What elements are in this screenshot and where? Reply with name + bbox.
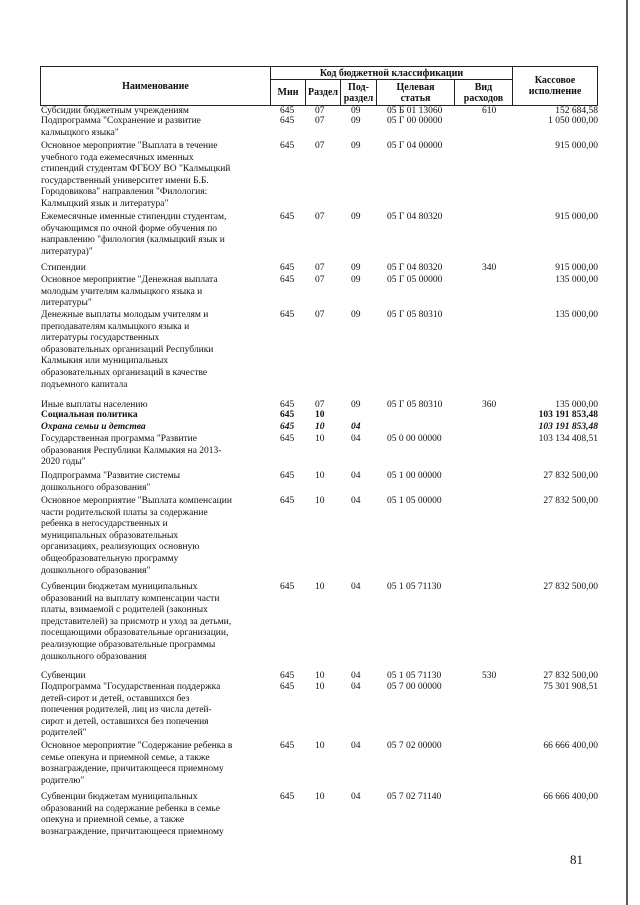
row-podrazdel: 04 (351, 671, 361, 681)
row-tselevaya: 05 Г 04 80320 (387, 212, 443, 222)
row-amount: 27 832 500,00 (543, 496, 598, 506)
row-tselevaya: 05 1 05 00000 (387, 496, 442, 506)
row-razdel: 07 (315, 116, 325, 126)
row-razdel: 07 (315, 141, 325, 151)
row-podrazdel: 04 (351, 741, 361, 751)
row-name: Денежные выплаты молодым учителям и преподавателям калмыцкого языка и литературы государственных образовательных организаций Республики Калмыкия или муниципальных образовательных организаций в качестве подъемного капитала (41, 310, 214, 390)
row-amount: 152 684,58 (555, 106, 598, 116)
row-tselevaya: 05 1 00 00000 (387, 471, 442, 481)
row-tselevaya: 05 Г 05 80310 (387, 400, 443, 410)
row-podrazdel: 09 (351, 400, 361, 410)
row-amount: 915 000,00 (555, 141, 598, 151)
row-min: 645 (280, 116, 295, 126)
header-name (40, 66, 271, 106)
row-tselevaya: 05 0 00 00000 (387, 434, 442, 444)
row-vid: 610 (482, 106, 497, 116)
row-podrazdel: 04 (351, 422, 361, 432)
header-razdel (305, 79, 341, 106)
row-name: Субсидии бюджетным учреждениям (41, 106, 189, 116)
row-tselevaya: 05 1 05 71130 (387, 582, 442, 592)
row-amount: 915 000,00 (555, 263, 598, 273)
header-tselevaya-label: Целевая статья (396, 81, 435, 104)
row-name: Основное мероприятие "Выплата в течение учебного года ежемесячных именных стипендий студентам ФГБОУ ВО "Калмыцкий государственный университет имени Б.Б. Городовикова" направления "Филология: Калмыцкий язык и литература" (41, 141, 231, 209)
row-razdel: 10 (315, 434, 325, 444)
row-amount: 103 191 853,48 (538, 422, 598, 432)
header-kassovoe (512, 66, 598, 106)
page-number: 81 (570, 852, 583, 867)
row-podrazdel: 04 (351, 682, 361, 692)
header-vid-label: Вид расходов (463, 81, 504, 104)
row-min: 645 (280, 263, 295, 273)
row-name: Основное мероприятие "Содержание ребенка в семье опекуна и приемной семье, а также вознаграждение, причитающееся приемному родителю" (41, 741, 233, 786)
row-amount: 103 191 853,48 (538, 410, 598, 420)
row-podrazdel: 09 (351, 310, 361, 320)
row-podrazdel: 09 (351, 106, 361, 116)
header-min (270, 79, 306, 106)
row-tselevaya: 05 7 02 00000 (387, 741, 442, 751)
row-amount: 1 050 000,00 (548, 116, 598, 126)
header-kassovoe-label: Кассовое исполнение (528, 75, 582, 97)
table-header (40, 66, 598, 106)
row-amount: 66 666 400,00 (543, 792, 598, 802)
row-podrazdel: 04 (351, 582, 361, 592)
row-amount: 27 832 500,00 (543, 582, 598, 592)
row-amount: 103 134 408,51 (538, 434, 598, 444)
row-tselevaya: 05 1 05 71130 (387, 671, 442, 681)
row-tselevaya: 05 7 00 00000 (387, 682, 442, 692)
row-vid: 360 (482, 400, 497, 410)
row-podrazdel: 04 (351, 434, 361, 444)
row-razdel: 10 (315, 792, 325, 802)
row-name: Субвенции бюджетам муниципальных образований на содержание ребенка в семье опекуна и приемной семье, а также вознаграждение, причитающееся приемному (41, 792, 224, 837)
header-razdel-label: Раздел (307, 87, 339, 98)
header-vid (454, 79, 513, 106)
row-amount: 27 832 500,00 (543, 671, 598, 681)
row-tselevaya: 05 Г 00 00000 (387, 116, 443, 126)
row-razdel: 10 (315, 682, 325, 692)
row-razdel: 10 (315, 582, 325, 592)
header-code-group (270, 66, 513, 80)
row-razdel: 07 (315, 275, 325, 285)
row-name: Социальная политика (41, 410, 138, 420)
row-name: Государственная программа "Развитие образования Республики Калмыкия на 2013- 2020 годы" (41, 434, 222, 468)
row-name: Основное мероприятие "Денежная выплата молодым учителям калмыцкого языка и литературы" (41, 275, 218, 309)
row-razdel: 10 (315, 741, 325, 751)
row-min: 645 (280, 410, 295, 420)
row-min: 645 (280, 275, 295, 285)
row-name: Основное мероприятие "Выплата компенсации части родительской платы за содержание ребенка в негосударственных и муниципальных образовательных организациях, реализующих основную общеобразовательную программу дошкольного образования" (41, 496, 232, 576)
header-podrazdel-label: Под- раздел (343, 81, 374, 104)
row-min: 645 (280, 582, 295, 592)
row-podrazdel: 04 (351, 496, 361, 506)
row-podrazdel: 09 (351, 116, 361, 126)
row-name: Охрана семьи и детства (41, 422, 146, 432)
row-razdel: 10 (315, 410, 325, 420)
row-name: Подпрограмма "Сохранение и развитие калмыцкого языка" (41, 116, 201, 138)
row-min: 645 (280, 422, 295, 432)
row-amount: 135 000,00 (555, 275, 598, 285)
row-razdel: 07 (315, 310, 325, 320)
header-podrazdel (340, 79, 377, 106)
row-min: 645 (280, 471, 295, 481)
row-min: 645 (280, 212, 295, 222)
row-name: Субвенции (41, 671, 86, 681)
page-edge-line (626, 0, 628, 905)
row-name: Подпрограмма "Развитие системы дошкольного образования" (41, 471, 180, 493)
row-min: 645 (280, 741, 295, 751)
row-min: 645 (280, 792, 295, 802)
row-podrazdel: 09 (351, 141, 361, 151)
row-podrazdel: 04 (351, 792, 361, 802)
header-name-label: Наименование (122, 80, 189, 92)
row-tselevaya: 05 Г 05 00000 (387, 275, 443, 285)
row-amount: 27 832 500,00 (543, 471, 598, 481)
row-razdel: 07 (315, 263, 325, 273)
row-min: 645 (280, 310, 295, 320)
row-min: 645 (280, 141, 295, 151)
row-razdel: 07 (315, 106, 325, 116)
row-name: Субвенции бюджетам муниципальных образований на выплату компенсации части платы, взимаемой с родителей (законных представителей) за присмотр и уход за детьми, посещающими образовательные организации, реализующие образовательные программы дошкольного образования (41, 582, 232, 662)
row-amount: 66 666 400,00 (543, 741, 598, 751)
row-amount: 915 000,00 (555, 212, 598, 222)
row-tselevaya: 05 Г 04 00000 (387, 141, 443, 151)
header-tselevaya (376, 79, 455, 106)
row-razdel: 10 (315, 422, 325, 432)
row-razdel: 10 (315, 496, 325, 506)
header-code-group-label: Код бюджетной классификации (319, 67, 464, 79)
row-name: Иные выплаты населению (41, 400, 148, 410)
row-amount: 75 301 908,51 (543, 682, 598, 692)
row-razdel: 07 (315, 212, 325, 222)
row-min: 645 (280, 671, 295, 681)
row-tselevaya: 05 Г 04 80320 (387, 263, 443, 273)
row-podrazdel: 09 (351, 212, 361, 222)
row-min: 645 (280, 496, 295, 506)
header-min-label: Мин (277, 87, 299, 98)
row-vid: 340 (482, 263, 497, 273)
row-amount: 135 000,00 (555, 310, 598, 320)
row-min: 645 (280, 434, 295, 444)
row-min: 645 (280, 106, 295, 116)
row-razdel: 07 (315, 400, 325, 410)
row-min: 645 (280, 682, 295, 692)
row-name: Ежемесячные именные стипендии студентам, обучающимся по очной форме обучения по направлению "филология (калмыцкий язык и литература)" (41, 212, 227, 257)
row-amount: 135 000,00 (555, 400, 598, 410)
row-name: Стипендии (41, 263, 86, 273)
row-podrazdel: 09 (351, 275, 361, 285)
row-tselevaya: 05 Б 01 13060 (387, 106, 443, 116)
row-tselevaya: 05 7 02 71140 (387, 792, 442, 802)
row-min: 645 (280, 400, 295, 410)
row-podrazdel: 09 (351, 263, 361, 273)
row-podrazdel: 04 (351, 471, 361, 481)
row-razdel: 10 (315, 471, 325, 481)
row-razdel: 10 (315, 671, 325, 681)
row-vid: 530 (482, 671, 497, 681)
row-tselevaya: 05 Г 05 80310 (387, 310, 443, 320)
row-name: Подпрограмма "Государственная поддержка детей-сирот и детей, оставшихся без попечения родителей, лиц из числа детей- сирот и детей, оставшихся без попечения родителей" (41, 682, 221, 739)
